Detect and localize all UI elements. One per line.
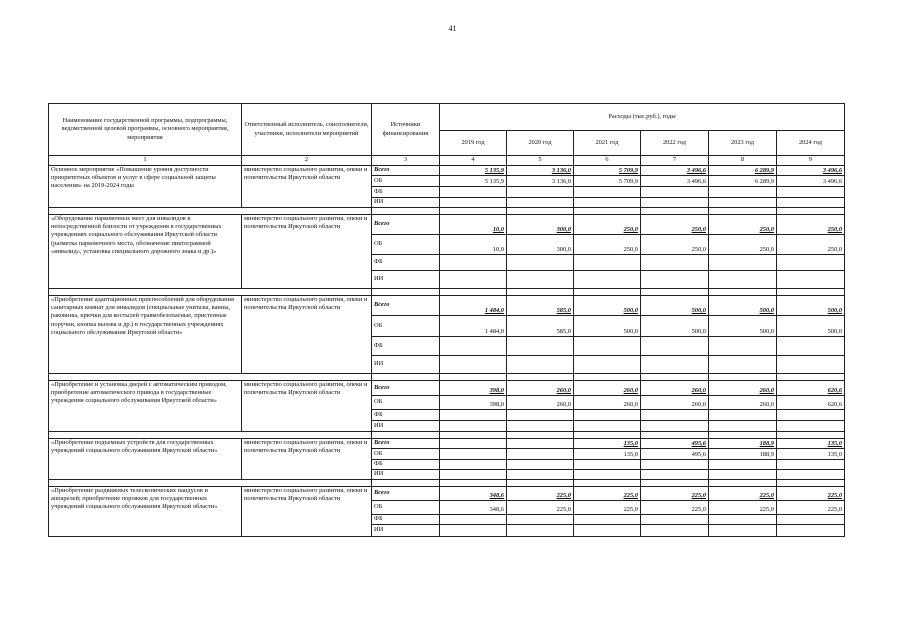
expense-value	[777, 460, 845, 470]
block-spacer	[49, 432, 845, 439]
expense-value	[777, 255, 845, 271]
expense-value	[507, 356, 574, 374]
expense-value	[440, 255, 507, 271]
expense-value: 398,0	[440, 396, 507, 410]
expense-value	[709, 356, 777, 374]
spacer-cell	[49, 374, 372, 381]
expense-value: 348,6	[440, 487, 507, 501]
expense-value: 135,0	[777, 439, 845, 449]
expense-value: 5 709,9	[574, 176, 641, 187]
expense-value	[709, 271, 777, 289]
expense-value	[777, 187, 845, 198]
expense-value: 250,0	[777, 215, 845, 235]
expense-value: 250,0	[641, 215, 709, 235]
table-row	[49, 296, 845, 316]
table-row	[49, 166, 845, 176]
expense-value: 495,6	[641, 439, 709, 449]
expense-value: 225,0	[709, 501, 777, 515]
spacer-cell	[777, 480, 845, 487]
expense-value	[709, 187, 777, 198]
expense-value	[440, 271, 507, 289]
expense-value	[574, 337, 641, 356]
expense-value: 348,6	[440, 501, 507, 515]
funding-source: ОБ	[372, 396, 440, 410]
funding-source: Всего	[372, 166, 440, 176]
spacer-cell	[777, 208, 845, 215]
header-year: 2022 год	[641, 131, 709, 156]
expense-value	[777, 525, 845, 537]
spacer-cell	[507, 289, 574, 296]
column-number: 4	[440, 156, 507, 166]
spacer-cell	[372, 432, 440, 439]
expense-value	[574, 271, 641, 289]
expense-value	[641, 421, 709, 432]
expense-value: 225,0	[709, 487, 777, 501]
header-expenses: Расходы (тыс.руб.), годы	[440, 104, 845, 131]
budget-table	[48, 103, 845, 537]
expense-value	[440, 187, 507, 198]
expense-value	[777, 410, 845, 421]
expense-value: 260,0	[574, 396, 641, 410]
header-year: 2019 год	[440, 131, 507, 156]
block-spacer	[49, 208, 845, 215]
table-row	[49, 215, 845, 235]
expense-value: 500,0	[777, 296, 845, 316]
spacer-cell	[574, 289, 641, 296]
funding-source: ОБ	[372, 501, 440, 515]
expense-value	[507, 187, 574, 198]
expense-value	[641, 187, 709, 198]
expense-value	[507, 410, 574, 421]
expense-value: 260,0	[709, 381, 777, 396]
column-number: 6	[574, 156, 641, 166]
expense-value: 500,0	[574, 296, 641, 316]
spacer-cell	[709, 432, 777, 439]
expense-value: 495,6	[641, 449, 709, 460]
spacer-cell	[641, 208, 709, 215]
expense-value: 260,0	[507, 396, 574, 410]
expense-value: 225,0	[574, 501, 641, 515]
spacer-cell	[709, 289, 777, 296]
header-source: Источники финансирования	[372, 104, 440, 156]
responsible-executor: министерство социального развития, опеки и попечительства Иркутской области	[242, 215, 372, 289]
spacer-cell	[709, 480, 777, 487]
expense-value: 585,0	[507, 296, 574, 316]
expense-value: 135,0	[574, 449, 641, 460]
spacer-cell	[574, 208, 641, 215]
funding-source: ИИ	[372, 271, 440, 289]
expense-value: 500,0	[709, 296, 777, 316]
page-number: 41	[448, 24, 457, 33]
expense-value	[777, 356, 845, 374]
block-spacer	[49, 480, 845, 487]
expense-value: 5 135,9	[440, 176, 507, 187]
expense-value: 500,0	[574, 316, 641, 337]
spacer-cell	[440, 208, 507, 215]
spacer-cell	[641, 432, 709, 439]
spacer-cell	[574, 480, 641, 487]
expense-value	[777, 421, 845, 432]
block-spacer	[49, 289, 845, 296]
spacer-cell	[372, 374, 440, 381]
expense-value	[440, 439, 507, 449]
expense-value	[507, 525, 574, 537]
spacer-cell	[507, 208, 574, 215]
expense-value: 260,0	[507, 381, 574, 396]
spacer-cell	[709, 374, 777, 381]
funding-source: ФБ	[372, 515, 440, 525]
header-name: Наименование государственной программы, подпрограммы, ведомственной целевой программы, основного мероприятия, мероприятия	[49, 104, 242, 156]
expense-value: 250,0	[709, 235, 777, 255]
expense-value: 10,0	[440, 235, 507, 255]
column-number: 3	[372, 156, 440, 166]
expense-value: 225,0	[777, 501, 845, 515]
expense-value	[709, 460, 777, 470]
funding-source: ОБ	[372, 316, 440, 337]
expense-value	[709, 198, 777, 208]
expense-value	[440, 470, 507, 480]
expense-value	[777, 271, 845, 289]
expense-value: 500,0	[641, 296, 709, 316]
expense-value	[440, 356, 507, 374]
spacer-cell	[49, 432, 372, 439]
column-number: 2	[242, 156, 372, 166]
expense-value: 300,0	[507, 235, 574, 255]
column-number: 8	[709, 156, 777, 166]
expense-value	[641, 410, 709, 421]
expense-value: 260,0	[709, 396, 777, 410]
expense-value	[777, 198, 845, 208]
activity-name: Основное мероприятие «Повышение уровня доступности приоритетных объектов и услуг в сфере социальной защиты населения» на 2019-2024 годы	[49, 166, 242, 208]
expense-value	[641, 198, 709, 208]
spacer-cell	[709, 208, 777, 215]
expense-value	[777, 470, 845, 480]
block-spacer	[49, 374, 845, 381]
responsible-executor: министерство социального развития, опеки и попечительства Иркутской области	[242, 381, 372, 432]
expense-value	[574, 515, 641, 525]
expense-value	[641, 356, 709, 374]
expense-value: 225,0	[641, 487, 709, 501]
expense-value: 5 135,9	[440, 166, 507, 176]
funding-source: ИИ	[372, 356, 440, 374]
expense-value	[574, 470, 641, 480]
expense-value: 250,0	[574, 215, 641, 235]
expense-value	[440, 449, 507, 460]
expense-value: 3 496,6	[641, 166, 709, 176]
column-number: 7	[641, 156, 709, 166]
funding-source: ФБ	[372, 187, 440, 198]
expense-value	[574, 187, 641, 198]
expense-value: 188,9	[709, 449, 777, 460]
spacer-cell	[440, 289, 507, 296]
spacer-cell	[574, 432, 641, 439]
expense-value: 500,0	[641, 316, 709, 337]
spacer-cell	[777, 374, 845, 381]
expense-value	[507, 515, 574, 525]
expense-value	[641, 470, 709, 480]
expense-value	[440, 198, 507, 208]
spacer-cell	[641, 289, 709, 296]
table-row	[49, 381, 845, 396]
expense-value: 225,0	[507, 487, 574, 501]
expense-value	[507, 470, 574, 480]
funding-source: Всего	[372, 439, 440, 449]
expense-value: 1 484,0	[440, 296, 507, 316]
funding-source: Всего	[372, 215, 440, 235]
expense-value: 10,0	[440, 215, 507, 235]
spacer-cell	[641, 480, 709, 487]
expense-value: 500,0	[777, 316, 845, 337]
activity-name: «Оборудование парковочных мест для инвалидов в непосредственной близости от учреждения в государственных учреждениях социального обслуживания Иркутской области (разметка парковочного места, обозначение пиктограммой «инвалид», установка специального дорожного знака и др.)»	[49, 215, 242, 289]
expense-value	[507, 271, 574, 289]
spacer-cell	[372, 208, 440, 215]
funding-source: Всего	[372, 487, 440, 501]
column-number: 5	[507, 156, 574, 166]
expense-value: 398,0	[440, 381, 507, 396]
expense-value	[574, 410, 641, 421]
expense-value	[507, 198, 574, 208]
spacer-cell	[507, 432, 574, 439]
expense-value	[574, 198, 641, 208]
spacer-cell	[574, 374, 641, 381]
expense-value	[641, 337, 709, 356]
header-year: 2020 год	[507, 131, 574, 156]
expense-value	[574, 460, 641, 470]
spacer-cell	[641, 374, 709, 381]
expense-value	[440, 525, 507, 537]
spacer-cell	[507, 480, 574, 487]
responsible-executor: министерство социального развития, опеки и попечительства Иркутской области	[242, 439, 372, 480]
activity-name: «Приобретение адаптационных приспособлений для оборудования санитарных комнат для инвалидов (специальные унитазы, ванны, раковины, крючки для костылей травмобезопасные, пристенные поручни, кнопка вызова и др.) в государственных учреждениях социального обслуживания Иркутской области»	[49, 296, 242, 374]
expense-value	[440, 515, 507, 525]
expense-value	[440, 337, 507, 356]
spacer-cell	[49, 208, 372, 215]
expense-value: 225,0	[641, 501, 709, 515]
expense-value: 225,0	[777, 487, 845, 501]
table-body	[49, 156, 845, 537]
expense-value: 6 289,9	[709, 166, 777, 176]
expense-value	[777, 337, 845, 356]
spacer-cell	[440, 480, 507, 487]
expense-value: 300,0	[507, 215, 574, 235]
activity-name: «Приобретение и установка дверей с автоматическим приводом, приобретение автоматического привода в государственные учреждения социального обслуживания Иркутской области»	[49, 381, 242, 432]
spacer-cell	[372, 480, 440, 487]
expense-value: 225,0	[507, 501, 574, 515]
table-row	[49, 439, 845, 449]
expense-value: 260,0	[641, 381, 709, 396]
expense-value	[709, 421, 777, 432]
spacer-cell	[49, 289, 372, 296]
responsible-executor: министерство социального развития, опеки и попечительства Иркутской области	[242, 487, 372, 537]
funding-source: ОБ	[372, 176, 440, 187]
funding-source: ИИ	[372, 470, 440, 480]
expense-value	[641, 525, 709, 537]
expense-value	[641, 460, 709, 470]
expense-value: 250,0	[641, 235, 709, 255]
expense-value	[507, 255, 574, 271]
responsible-executor: министерство социального развития, опеки и попечительства Иркутской области	[242, 166, 372, 208]
expense-value	[709, 515, 777, 525]
header-year: 2024 год	[777, 131, 845, 156]
column-numbers-row	[49, 156, 845, 166]
funding-source: Всего	[372, 381, 440, 396]
funding-source: Всего	[372, 296, 440, 316]
funding-source: ФБ	[372, 460, 440, 470]
header-row	[49, 104, 845, 131]
expense-value	[507, 449, 574, 460]
expense-value	[709, 255, 777, 271]
expense-value	[709, 337, 777, 356]
spacer-cell	[777, 432, 845, 439]
expense-value: 135,0	[777, 449, 845, 460]
funding-source: ФБ	[372, 410, 440, 421]
expense-value	[709, 525, 777, 537]
expense-value	[641, 515, 709, 525]
activity-name: «Приобретение раздвижных телескопических пандусов и аппарелей; приобретение порожков для государственных учреждений социального обслуживания Иркутской области»	[49, 487, 242, 537]
expense-value: 1 484,0	[440, 316, 507, 337]
table-row	[49, 487, 845, 501]
funding-source: ФБ	[372, 337, 440, 356]
expense-value: 260,0	[641, 396, 709, 410]
funding-source: ФБ	[372, 255, 440, 271]
expense-value	[709, 470, 777, 480]
expense-value: 260,0	[574, 381, 641, 396]
expense-value	[574, 356, 641, 374]
expense-value: 3 496,6	[777, 176, 845, 187]
expense-value	[574, 255, 641, 271]
spacer-cell	[440, 374, 507, 381]
column-number: 9	[777, 156, 845, 166]
expense-value	[507, 460, 574, 470]
expense-value: 6 289,9	[709, 176, 777, 187]
expense-value: 3 496,6	[641, 176, 709, 187]
column-number: 1	[49, 156, 242, 166]
expense-value	[507, 337, 574, 356]
expense-value: 620,6	[777, 381, 845, 396]
expense-value: 500,0	[709, 316, 777, 337]
expense-value	[574, 525, 641, 537]
expense-value	[777, 515, 845, 525]
spacer-cell	[777, 289, 845, 296]
expense-value	[507, 421, 574, 432]
expense-value	[440, 410, 507, 421]
funding-source: ОБ	[372, 449, 440, 460]
expense-value	[440, 421, 507, 432]
expense-value: 135,0	[574, 439, 641, 449]
expense-value	[574, 421, 641, 432]
expense-value: 250,0	[709, 215, 777, 235]
funding-source: ОБ	[372, 235, 440, 255]
header-responsible: Ответственный исполнитель, соисполнители, участники, исполнители мероприятий	[242, 104, 372, 156]
funding-source: ИИ	[372, 198, 440, 208]
expense-value: 620,6	[777, 396, 845, 410]
expense-value: 250,0	[777, 235, 845, 255]
responsible-executor: министерство социального развития, опеки и попечительства Иркутской области	[242, 296, 372, 374]
header-year: 2023 год	[709, 131, 777, 156]
spacer-cell	[372, 289, 440, 296]
spacer-cell	[507, 374, 574, 381]
expense-value	[641, 255, 709, 271]
expense-value	[440, 460, 507, 470]
expense-value: 188,9	[709, 439, 777, 449]
expense-value	[641, 271, 709, 289]
spacer-cell	[440, 432, 507, 439]
spacer-cell	[49, 480, 372, 487]
activity-name: «Приобретение подъемных устройств для государственных учреждений социального обслуживания Иркутской области»	[49, 439, 242, 480]
expense-value	[709, 410, 777, 421]
expense-value: 250,0	[574, 235, 641, 255]
header-year: 2021 год	[574, 131, 641, 156]
expense-value: 5 709,9	[574, 166, 641, 176]
expense-value: 3 136,0	[507, 176, 574, 187]
expense-value: 225,0	[574, 487, 641, 501]
funding-source: ИИ	[372, 525, 440, 537]
expense-value: 3 136,0	[507, 166, 574, 176]
expense-value: 3 496,6	[777, 166, 845, 176]
expense-value: 585,0	[507, 316, 574, 337]
expense-value	[507, 439, 574, 449]
funding-source: ИИ	[372, 421, 440, 432]
